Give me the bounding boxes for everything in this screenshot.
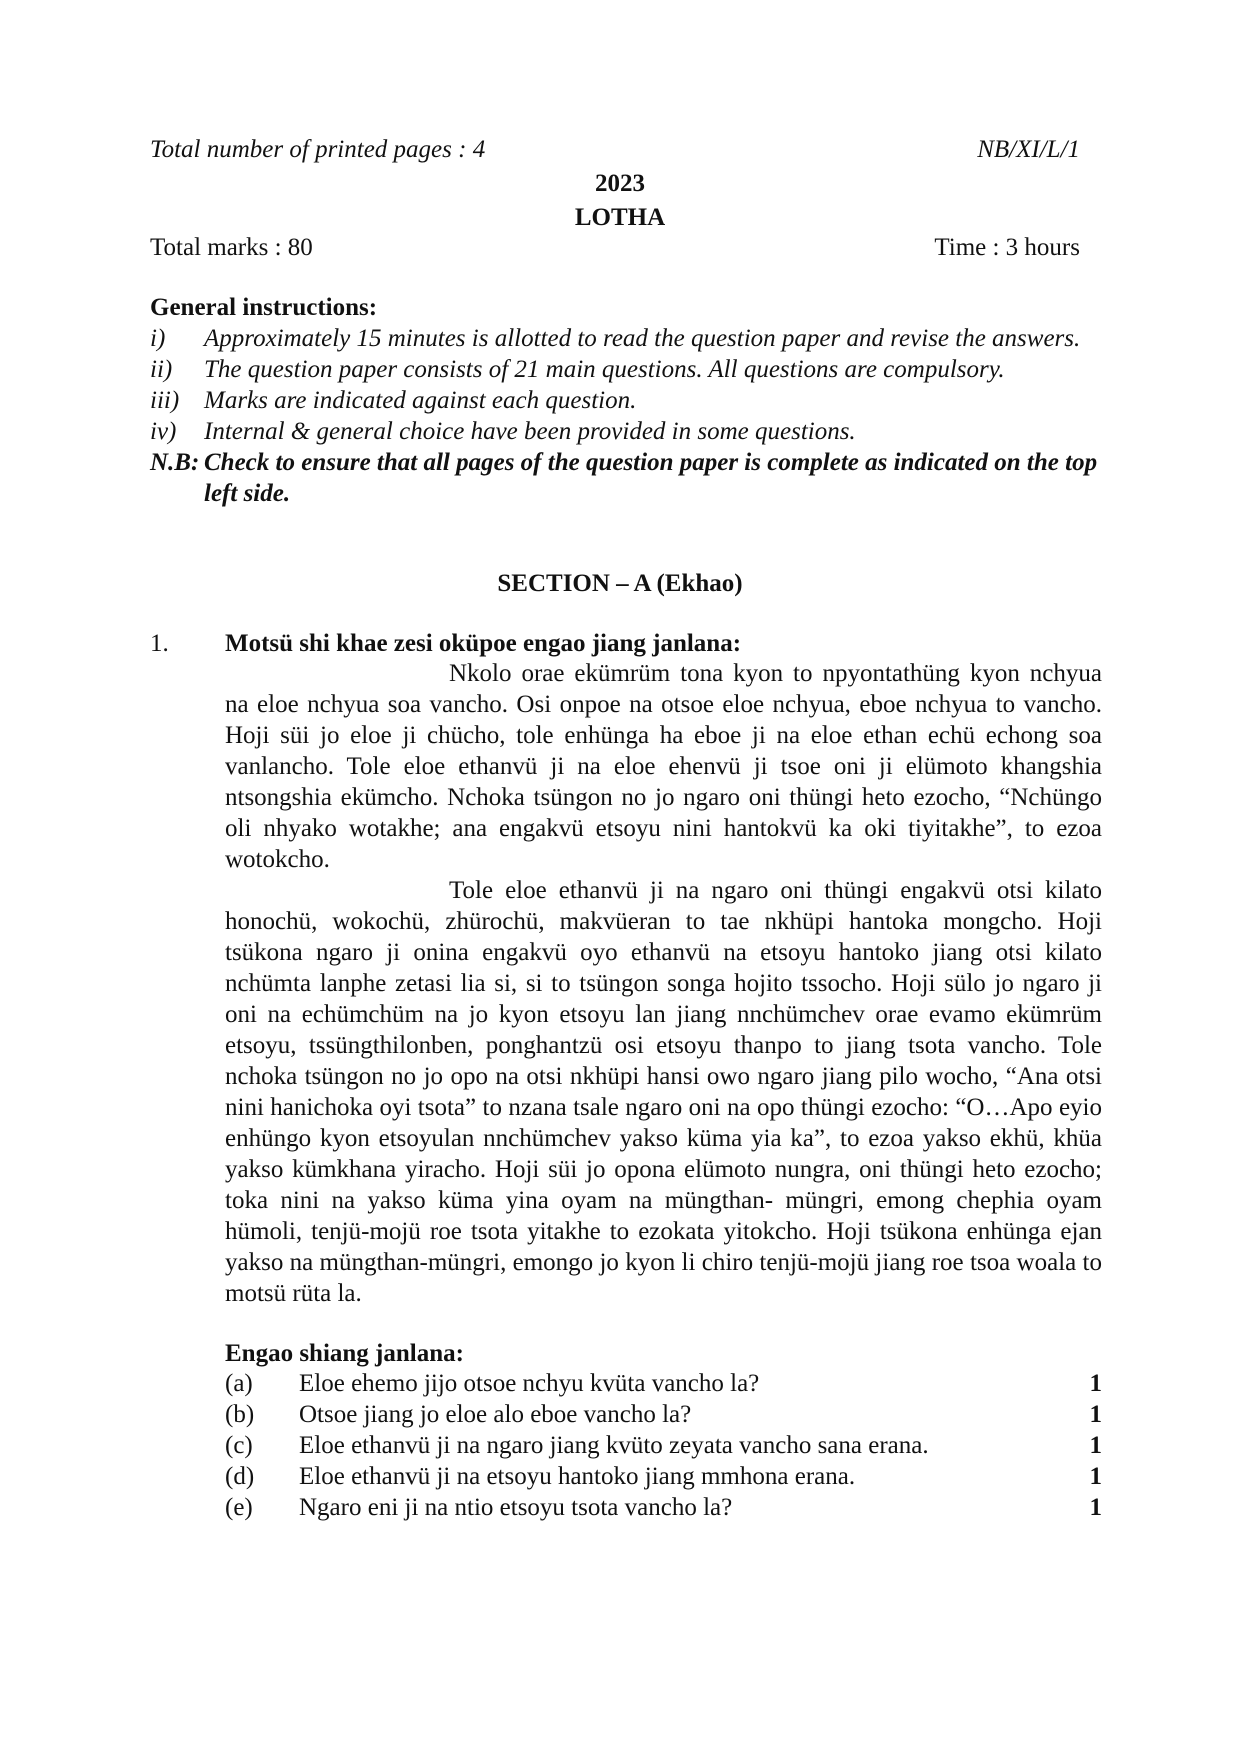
instruction-text: The question paper consists of 21 main questions. All questions are compulsory. — [204, 356, 1005, 383]
instruction-number: iv) — [150, 418, 177, 445]
nb-note — [150, 447, 1100, 509]
sub-question-marks: 1 — [1089, 1401, 1102, 1428]
sub-question — [225, 1492, 1102, 1523]
instruction-item — [150, 323, 1100, 354]
sub-question — [225, 1430, 1102, 1461]
instruction-number: i) — [150, 325, 166, 352]
passage-paragraph: Tole eloe ethanvü ji na ngaro oni thüngi engakvü otsi kilato honochü, wokochü, zhürochü, makvüeran to tae nkhüpi hantoka mongcho. Hoji tsükona ngaro ji onina engakvü oyo ethanvü na etsoyu hantoko jiang otsi kilato nchümta lanphe zetasi lia si, si to tsüngon songa hojito tssocho. Hoji sülo jo ngaro ji oni na echümchüm na jo kyon etsoyu lan jiang nnchümchev orae evamo ekümrüm etsoyu, tssüngthilonben, ponghantzü osi etsoyu thanpo to jiang tsota vancho. Tole nchoka tsüngon no jo opo na otsi nkhüpi hansi owo ngaro jiang pilo wocho, “Ana otsi nini hanichoka oyi tsota” to nzana tsale ngaro oni na opo thüngi ezocho: “O…Apo eyio enhüngo kyon etsoyulan nnchümchev yakso küma yia ka”, to ezoa yakso ekhü, khüa yakso kümkhana yiracho. Hoji süi jo opona elümoto nungra, oni thüngi heto ezocho; toka nini na yakso küma yina oyam na müngthan- müngri, emong chephia oyam hümoli, tenjü-mojü roe tsota yitakhe to ezokata yitokcho. Hoji tsükona enhünga ejan yakso na müngthan-müngri, emongo jo kyon li chiro tenjü-mojü jiang roe tsoa woala to motsü rüta la. — [225, 877, 1102, 1307]
sub-question-text: Otsoe jiang jo eloe alo eboe vancho la? — [299, 1401, 692, 1428]
instruction-text: Marks are indicated against each question. — [204, 387, 637, 414]
section-title: SECTION – A (Ekhao) — [497, 570, 743, 597]
sub-question-text: Eloe ethanvü ji na etsoyu hantoko jiang mmhona erana. — [299, 1463, 856, 1490]
sub-question-label: (e) — [225, 1494, 253, 1521]
sub-question-text: Ngaro eni ji na ntio etsoyu tsota vancho la? — [299, 1494, 733, 1521]
total-marks: Total marks : 80 — [150, 234, 313, 261]
instruction-item — [150, 354, 1100, 385]
total-pages-note: Total number of printed pages : 4 — [150, 136, 486, 163]
passage-paragraph: Nkolo orae ekümrüm tona kyon to npyontathüng kyon nchyua na eloe nchyua soa vancho. Osi onpoe na otsoe eloe nchyua, eboe nchyua to vancho. Hoji süi jo eloe ji chücho, tole enhünga ha eboe ji na eloe ethan echü echong soa vanlancho. Tole eloe ethanvü ji na eloe ehenvü ji tsoe oni ji elümoto khangshia ntsongshia ekümcho. Nchoka tsüngon no jo ngaro oni thüngi heto ezocho, “Nchüngo oli nhyako wotakhe; ana engakvü etsoyu nini hantokvü ka oki tiyitakhe”, to ezoa wotokcho. — [225, 660, 1102, 873]
nb-label: N.B: — [150, 449, 200, 476]
sub-questions-heading: Engao shiang janlana: — [225, 1340, 464, 1367]
sub-question-label: (a) — [225, 1370, 253, 1397]
instruction-number: iii) — [150, 387, 180, 414]
question-number: 1. — [150, 630, 169, 657]
sub-question-marks: 1 — [1089, 1463, 1102, 1490]
general-instructions — [150, 292, 1100, 509]
instruction-text: Approximately 15 minutes is allotted to read the question paper and revise the answers. — [204, 325, 1081, 352]
subject-title: LOTHA — [574, 204, 666, 231]
reading-passage — [225, 658, 1102, 1309]
instruction-item — [150, 416, 1100, 447]
sub-questions-list — [225, 1368, 1102, 1523]
exam-time: Time : 3 hours — [934, 234, 1080, 261]
sub-question-label: (b) — [225, 1401, 255, 1428]
sub-question-marks: 1 — [1089, 1432, 1102, 1459]
sub-question-label: (d) — [225, 1463, 255, 1490]
sub-question-marks: 1 — [1089, 1370, 1102, 1397]
sub-question-text: Eloe ehemo jijo otsoe nchyu kvüta vancho la? — [299, 1370, 760, 1397]
instruction-item — [150, 385, 1100, 416]
sub-question — [225, 1399, 1102, 1430]
exam-year: 2023 — [595, 170, 645, 197]
question-heading: Motsü shi khae zesi oküpoe engao jiang janlana: — [225, 630, 742, 657]
sub-question — [225, 1461, 1102, 1492]
sub-question-marks: 1 — [1089, 1494, 1102, 1521]
sub-question-text: Eloe ethanvü ji na ngaro jiang kvüto zeyata vancho sana erana. — [299, 1432, 929, 1459]
sub-question-label: (c) — [225, 1432, 253, 1459]
paper-code: NB/XI/L/1 — [977, 136, 1080, 163]
instruction-text: Internal & general choice have been provided in some questions. — [204, 418, 856, 445]
nb-text: Check to ensure that all pages of the question paper is complete as indicated on the top left side. — [204, 449, 1098, 507]
sub-question — [225, 1368, 1102, 1399]
instructions-heading: General instructions: — [150, 294, 378, 321]
instruction-number: ii) — [150, 356, 173, 383]
